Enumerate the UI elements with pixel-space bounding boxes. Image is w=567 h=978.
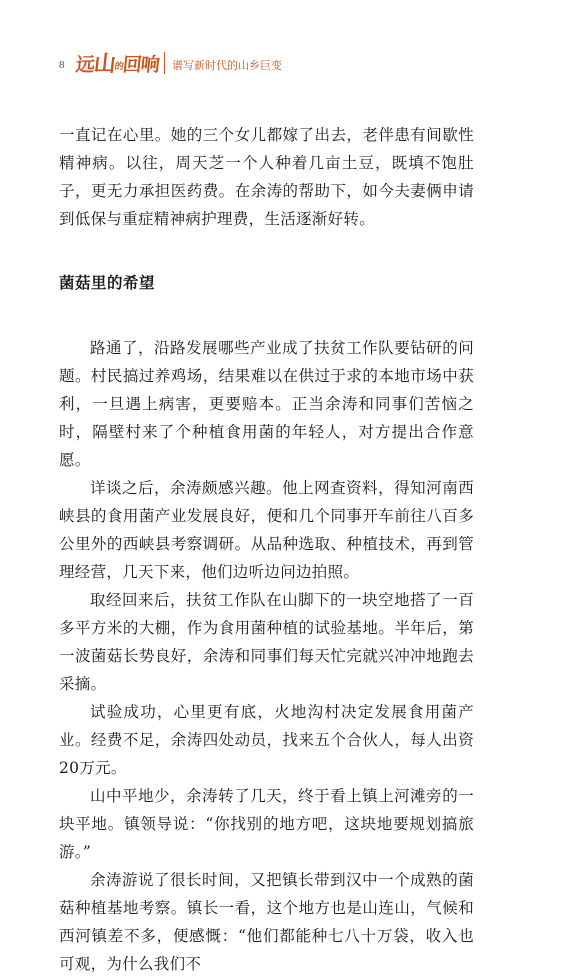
logo-char: 回响: [121, 54, 160, 76]
running-header: [0, 0, 567, 90]
paragraph: 余涛游说了很长时间，又把镇长带到汉中一个成熟的菌菇种植基地考察。镇长一看，这个地方也是山连山，气候和西河镇差不多，便感慨：“他们都能种七八十万袋，收入也可观，为什么我们不: [59, 871, 474, 973]
page-body: [59, 121, 474, 978]
header-divider: [164, 52, 165, 74]
paragraph: 详谈之后，余涛颇感兴趣。他上网查资料，得知河南西峡县的食用菌产业发展良好，便和几个同事开车前往八百多公里外的西峡县考察调研。从品种选取、种植技术，再到管理经营，几天下来，他们边听边问边拍照。: [59, 479, 474, 581]
logo-char: 山: [92, 52, 117, 77]
page-number: 8: [59, 59, 65, 71]
book-title: 谱写新时代的山乡巨变: [172, 59, 282, 72]
paragraph: 一直记在心里。她的三个女儿都嫁了出去，老伴患有间歇性精神病。以往，周天芝一个人种着几亩土豆，既填不饱肚子，更无力承担医药费。在余涛的帮助下，如今夫妻俩申请到低保与重症精神病护理费，生活逐渐好转。: [59, 126, 474, 228]
paragraph: 取经回来后，扶贫工作队在山脚下的一块空地搭了一百多平方米的大棚，作为食用菌种植的试验基地。半年后，第一波菌菇长势良好，余涛和同事们每天忙完就兴冲冲地跑去采摘。: [59, 591, 474, 693]
paragraph: 路通了，沿路发展哪些产业成了扶贫工作队要钻研的问题。村民搞过养鸡场，结果难以在供过于求的本地市场中获利，一旦遇上病害，更要赔本。正当余涛和同事们苦恼之时，隔壁村来了个种植食用菌的年轻人，对方提出合作意愿。: [59, 339, 474, 469]
series-logo: [74, 47, 160, 78]
paragraph: 试验成功，心里更有底，火地沟村决定发展食用菌产业。经费不足，余涛四处动员，找来五个合伙人，每人出资20万元。: [59, 703, 474, 777]
logo-char: 远: [74, 54, 95, 76]
section-heading: 菌菇里的希望: [59, 273, 156, 292]
logo-char: 的: [114, 62, 124, 72]
paragraph: 山中平地少，余涛转了几天，终于看上镇上河滩旁的一块平地。镇领导说：“你找别的地方吧，这块地要规划搞旅游。”: [59, 787, 474, 861]
